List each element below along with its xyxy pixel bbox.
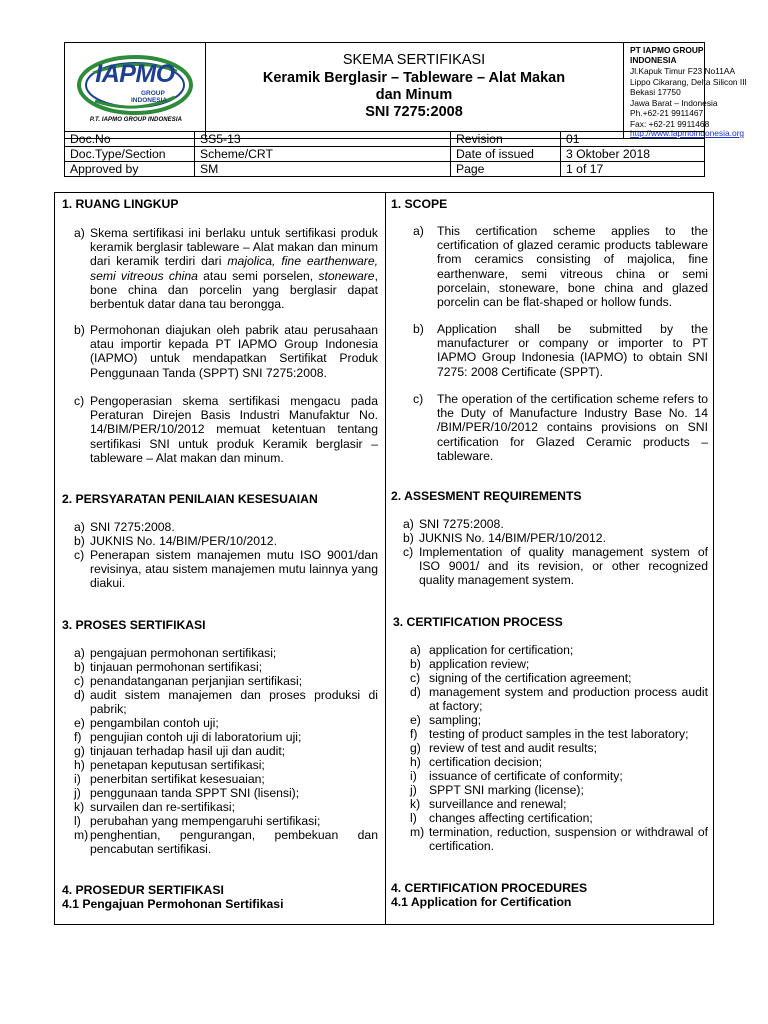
list-item bbox=[74, 674, 378, 688]
document-meta-table bbox=[64, 131, 705, 177]
list-marker: b) bbox=[74, 323, 85, 337]
list-marker: a) bbox=[413, 224, 424, 238]
subsection-title-application: 4.1 Application for Certification bbox=[391, 895, 572, 909]
list-text: tinjauan permohonan sertifikasi; bbox=[90, 660, 263, 674]
list-marker: c) bbox=[410, 671, 421, 685]
list-marker: i) bbox=[74, 772, 81, 786]
section-title-persyaratan: 2. PERSYARATAN PENILAIAN KESESUAIAN bbox=[62, 492, 318, 506]
section-title-scope: 1. SCOPE bbox=[391, 197, 448, 211]
list-item bbox=[410, 741, 708, 755]
list-marker: f) bbox=[74, 730, 82, 744]
section-title-cert-procedures: 4. CERTIFICATION PROCEDURES bbox=[391, 881, 588, 895]
list-item bbox=[410, 769, 708, 783]
list-marker: b) bbox=[410, 657, 421, 671]
list-marker: i) bbox=[410, 769, 417, 783]
list-item bbox=[410, 671, 708, 685]
list-item bbox=[410, 643, 708, 657]
list-text: This certification scheme applies to the certification of glazed ceramic products tableware from ceramics consisting of majolica, fine earthenware, semi vitreous china or semi porcelain, stoneware, bone china and glazed porcelin can be flat-shaped or hollow funds. bbox=[437, 224, 708, 310]
list-item bbox=[74, 828, 378, 856]
list-text: penggunaan tanda SPPT SNI (lisensi); bbox=[90, 786, 300, 800]
list-marker: b) bbox=[74, 534, 85, 548]
meta-value: Scheme/CRT bbox=[195, 147, 451, 162]
list-item bbox=[74, 786, 378, 800]
list-text: penerbitan sertifikat kesesuaian; bbox=[90, 772, 265, 786]
list-text: pengujian contoh uji di laboratorium uji; bbox=[90, 730, 302, 744]
list-item bbox=[74, 226, 378, 311]
list-item bbox=[403, 531, 708, 545]
list-item bbox=[74, 323, 378, 380]
list-marker: e) bbox=[410, 713, 421, 727]
list-text: pengajuan permohonan sertifikasi; bbox=[90, 646, 277, 660]
list-item bbox=[413, 322, 708, 379]
list-marker: h) bbox=[74, 758, 85, 772]
meta-value: 1 of 17 bbox=[561, 162, 705, 177]
section-title-prosedur: 4. PROSEDUR SERTIFIKASI bbox=[62, 883, 224, 897]
list-text: certification decision; bbox=[429, 755, 543, 769]
list-text: review of test and audit results; bbox=[429, 741, 598, 755]
list-text: penandatanganan perjanjian sertifikasi; bbox=[90, 674, 303, 688]
list-text: SNI 7275:2008. bbox=[90, 520, 175, 534]
scheme-title: SKEMA SERTIFIKASI bbox=[342, 52, 486, 68]
list-item bbox=[410, 657, 708, 671]
list-marker: a) bbox=[74, 646, 85, 660]
content-table bbox=[54, 192, 714, 925]
logo-sub2: INDONESIA bbox=[131, 97, 168, 104]
table-row bbox=[65, 132, 705, 147]
list-text: survailen dan re-sertifikasi; bbox=[90, 800, 235, 814]
logo-caption: P.T. IAPMO GROUP INDONESIA bbox=[89, 117, 183, 123]
list-item bbox=[410, 811, 708, 825]
list-marker: g) bbox=[74, 744, 85, 758]
list-item bbox=[410, 713, 708, 727]
logo-wordmark: IAPMO bbox=[95, 60, 175, 88]
company-name-line2: INDONESIA bbox=[630, 55, 677, 65]
fax: Fax: +62-21 9911468 bbox=[630, 118, 710, 129]
list-item bbox=[413, 224, 708, 309]
address-cell bbox=[624, 43, 747, 138]
list-item bbox=[74, 758, 378, 772]
meta-label: Page bbox=[451, 162, 561, 177]
subsection-title-pengajuan: 4.1 Pengajuan Permohonan Sertifikasi bbox=[62, 897, 284, 911]
list-text: perubahan yang mempengaruhi sertifikasi; bbox=[90, 814, 321, 828]
list-marker: b) bbox=[74, 660, 85, 674]
list-text: penetapan keputusan sertifikasi; bbox=[90, 758, 265, 772]
list-text: Pengoperasian skema sertifikasi mengacu pada Peraturan Direjen Basis Industri Manufaktur No. 14/BIM/PER/10/2012 memuat ketentuan tentang sertifikasi SNI untuk produk Keramik berglasir – tableware – Alat makan dan minum. bbox=[90, 394, 378, 465]
list-item bbox=[410, 825, 708, 853]
address-line3: Bekasi 17750 bbox=[630, 87, 681, 97]
logo-sub1: GROUP bbox=[141, 90, 165, 97]
list-item bbox=[410, 783, 708, 797]
list-item bbox=[74, 394, 378, 465]
list-text: termination, reduction, suspension or withdrawal of certification. bbox=[429, 825, 708, 854]
list-text: tinjauan terhadap hasil uji dan audit; bbox=[90, 744, 286, 758]
website-link[interactable]: http://www.iapmoindonesia.org bbox=[630, 128, 745, 138]
meta-label: Date of issued bbox=[451, 147, 561, 162]
list-text: application review; bbox=[429, 657, 530, 671]
document-header bbox=[64, 42, 747, 139]
column-divider bbox=[385, 193, 386, 924]
list-marker: f) bbox=[410, 727, 418, 741]
list-text: JUKNIS No. 14/BIM/PER/10/2012. bbox=[419, 531, 606, 545]
logo-cell bbox=[65, 43, 206, 138]
list-text: Penerapan sistem manajemen mutu ISO 9001/dan revisinya, atau sistem manajemen mutu lainnya yang diakui. bbox=[90, 548, 378, 591]
phone: Ph.+62-21 9911467 bbox=[630, 108, 704, 118]
list-item bbox=[410, 755, 708, 769]
meta-value: 01 bbox=[561, 132, 705, 147]
meta-label: Doc.No bbox=[65, 132, 195, 147]
list-item bbox=[403, 517, 708, 531]
list-item bbox=[74, 660, 378, 674]
list-text: audit sistem manajemen dan proses produksi di pabrik; bbox=[90, 688, 378, 717]
product-title-cont: dan Minum bbox=[375, 87, 453, 103]
list-item bbox=[403, 545, 708, 588]
list-text: sampling; bbox=[429, 713, 482, 727]
section-title-cert-process: 3. CERTIFICATION PROCESS bbox=[393, 615, 563, 629]
list-text: Application shall be submitted by the manufacturer or company or importer to PT IAPMO Group Indonesia (IAPMO) to obtain SNI 7275: 2008 Certificate (SPPT). bbox=[437, 322, 708, 379]
list-marker: b) bbox=[403, 531, 414, 545]
list-text: JUKNIS No. 14/BIM/PER/10/2012. bbox=[90, 534, 277, 548]
list-marker: h) bbox=[410, 755, 421, 769]
section-title-ruang-lingkup: 1. RUANG LINGKUP bbox=[62, 197, 179, 211]
address-line2: Lippo Cikarang, Delta Silicon III bbox=[630, 76, 747, 87]
list-text: penghentian, pengurangan, pembekuan dan pencabutan sertifikasi. bbox=[90, 828, 378, 857]
list-marker: a) bbox=[410, 643, 421, 657]
list-item bbox=[74, 772, 378, 786]
list-item bbox=[74, 744, 378, 758]
title-cell bbox=[205, 43, 624, 138]
list-marker: c) bbox=[403, 545, 414, 559]
list-text: management system and production process audit at factory; bbox=[429, 685, 708, 714]
list-text: issuance of certificate of conformity; bbox=[429, 769, 623, 783]
product-title: Keramik Berglasir – Tableware – Alat Makan bbox=[262, 70, 566, 86]
list-marker: m) bbox=[74, 828, 89, 842]
list-text: surveillance and renewal; bbox=[429, 797, 567, 811]
list-marker: a) bbox=[74, 520, 85, 534]
list-text: Skema sertifikasi ini berlaku untuk sertifikasi produk keramik berglasir tableware – Alat makan dan minum dari keramik terdiri dari majolica, fine earthenware, semi vitreous china atau semi porselen, stoneware, bone china dan porcelin yang berglasir dapat berbentuk datar dana tau berongga. bbox=[90, 226, 378, 312]
list-item bbox=[74, 646, 378, 660]
meta-label: Revision bbox=[451, 132, 561, 147]
list-marker: m) bbox=[410, 825, 425, 839]
list-text: signing of the certification agreement; bbox=[429, 671, 632, 685]
list-marker: k) bbox=[74, 800, 85, 814]
list-item bbox=[74, 520, 378, 534]
list-marker: k) bbox=[410, 797, 421, 811]
list-item bbox=[74, 814, 378, 828]
list-marker: e) bbox=[74, 716, 85, 730]
list-marker: a) bbox=[403, 517, 414, 531]
list-item bbox=[74, 800, 378, 814]
section-title-proses: 3. PROSES SERTIFIKASI bbox=[62, 618, 206, 632]
list-marker: d) bbox=[410, 685, 421, 699]
list-item bbox=[413, 392, 708, 463]
meta-label: Doc.Type/Section bbox=[65, 147, 195, 162]
list-text: SNI 7275:2008. bbox=[419, 517, 504, 531]
list-marker: g) bbox=[410, 741, 421, 755]
list-marker: c) bbox=[74, 674, 85, 688]
list-item bbox=[74, 688, 378, 716]
list-text: Implementation of quality management system of ISO 9001/ and its revision, or other recognized quality management system. bbox=[419, 545, 708, 588]
list-item bbox=[410, 685, 708, 713]
list-item bbox=[74, 548, 378, 591]
list-marker: a) bbox=[74, 226, 85, 240]
list-marker: b) bbox=[413, 322, 424, 336]
meta-value: SM bbox=[195, 162, 451, 177]
list-text: Permohonan diajukan oleh pabrik atau perusahaan atau importir kepada PT IAPMO Group Indonesia (IAPMO) untuk mendapatkan Sertifikat Produk Penggunaan Tanda (SPPT) SNI 7275:2008. bbox=[90, 323, 378, 380]
list-item bbox=[74, 716, 378, 730]
list-item bbox=[410, 727, 708, 741]
list-marker: l) bbox=[74, 814, 81, 828]
address-line4: Jawa Barat – Indonesia bbox=[630, 97, 718, 108]
list-text: changes affecting certification; bbox=[429, 811, 593, 825]
list-marker: c) bbox=[413, 392, 424, 406]
list-marker: d) bbox=[74, 688, 85, 702]
list-marker: c) bbox=[74, 394, 85, 408]
list-marker: j) bbox=[410, 783, 417, 797]
list-text: testing of product samples in the test laboratory; bbox=[429, 727, 689, 741]
company-name-line1: PT IAPMO GROUP bbox=[630, 45, 704, 55]
list-text: application for certification; bbox=[429, 643, 574, 657]
list-text: SPPT SNI marking (license); bbox=[429, 783, 584, 797]
list-marker: c) bbox=[74, 548, 85, 562]
meta-label: Approved by bbox=[65, 162, 195, 177]
list-marker: j) bbox=[74, 786, 81, 800]
meta-value: 3 Oktober 2018 bbox=[561, 147, 705, 162]
section-title-assesment: 2. ASSESMENT REQUIREMENTS bbox=[391, 489, 582, 503]
list-text: pengambilan contoh uji; bbox=[90, 716, 219, 730]
list-item bbox=[74, 534, 378, 548]
list-text: The operation of the certification scheme refers to the Duty of Manufacture Industry Base No. 14 /BIM/PER/10/2012 contains provisions on SNI certification for Glazed Ceramic products – tableware. bbox=[437, 392, 708, 463]
address-line1: Jl.Kapuk Timur F23 No11AA bbox=[630, 66, 736, 76]
standard-number: SNI 7275:2008 bbox=[365, 104, 463, 120]
meta-value: SS5-13 bbox=[195, 132, 451, 147]
list-item bbox=[410, 797, 708, 811]
list-marker: l) bbox=[410, 811, 417, 825]
table-row bbox=[65, 162, 705, 177]
table-row bbox=[65, 147, 705, 162]
list-item bbox=[74, 730, 378, 744]
